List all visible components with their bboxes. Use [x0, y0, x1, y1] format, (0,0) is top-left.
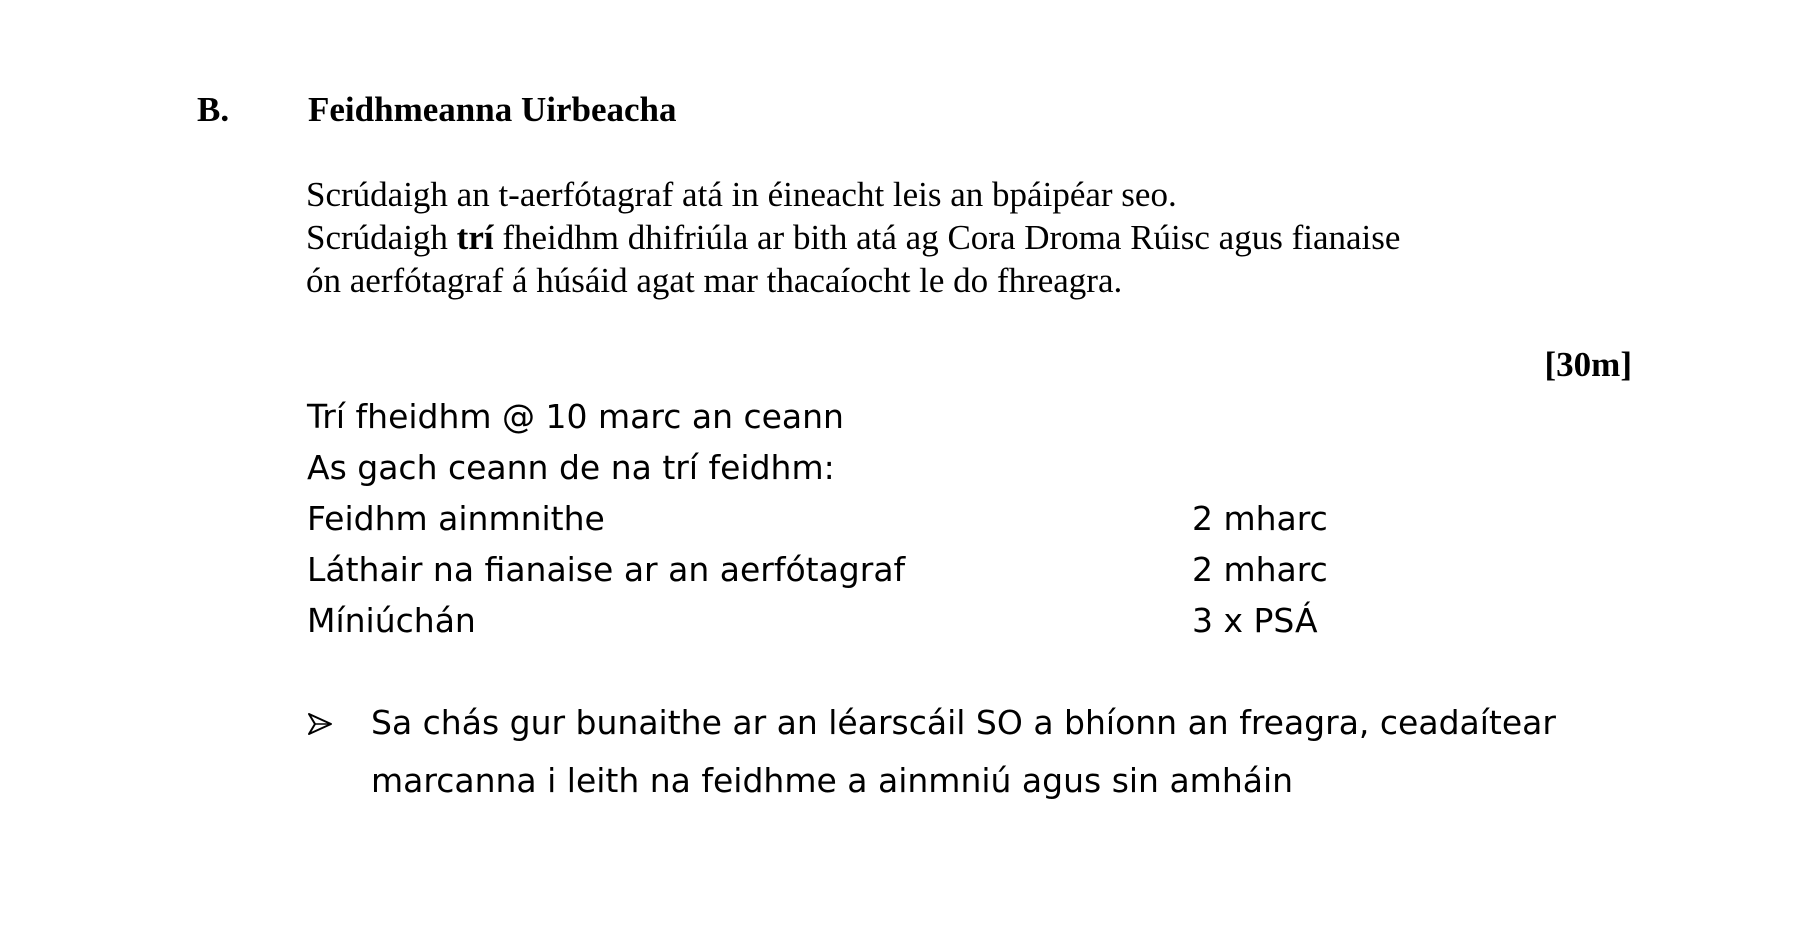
note-text	[371, 694, 1556, 810]
question-instructions	[306, 173, 1400, 302]
section-letter: B.	[197, 90, 230, 129]
scheme-criterion: Feidhm ainmnithe	[307, 499, 605, 538]
instruction-line-1: Scrúdaigh an t-aerfótagraf atá in éineacht leis an bpáipéar seo.	[306, 175, 1177, 214]
note-line-1: Sa chás gur bunaithe ar an léarscáil SO a bhíonn an freagra, ceadaítear	[371, 703, 1556, 742]
scheme-summary: Trí fheidhm @ 10 marc an ceann	[307, 397, 844, 436]
scheme-criterion: Láthair na fianaise ar an aerfótagraf	[307, 550, 906, 589]
marking-note	[307, 694, 1556, 810]
scheme-row	[307, 493, 1328, 544]
instruction-emphasis: trí	[456, 218, 494, 257]
instruction-line-2-start: Scrúdaigh	[306, 218, 457, 257]
marking-scheme	[307, 391, 1328, 646]
instruction-line-2-end: fheidhm dhifriúla ar bith atá ag Cora Droma Rúisc agus fianaise	[493, 218, 1401, 257]
total-marks: [30m]	[1544, 345, 1632, 384]
arrow-bullet-icon	[307, 694, 371, 810]
scheme-row	[307, 595, 1328, 646]
scheme-marks: 2 mharc	[1192, 550, 1328, 589]
scheme-marks: 2 mharc	[1192, 499, 1328, 538]
scheme-marks: 3 x PSÁ	[1192, 601, 1318, 640]
scheme-criterion: Míniúchán	[307, 601, 476, 640]
instruction-line-3: ón aerfótagraf á húsáid agat mar thacaíocht le do fhreagra.	[306, 261, 1123, 300]
scheme-subheading: As gach ceann de na trí feidhm:	[307, 448, 835, 487]
note-line-2: marcanna i leith na feidhme a ainmniú agus sin amháin	[371, 761, 1294, 800]
scheme-row	[307, 544, 1328, 595]
section-title: Feidhmeanna Uirbeacha	[308, 90, 677, 129]
instruction-line-2	[306, 216, 1400, 259]
